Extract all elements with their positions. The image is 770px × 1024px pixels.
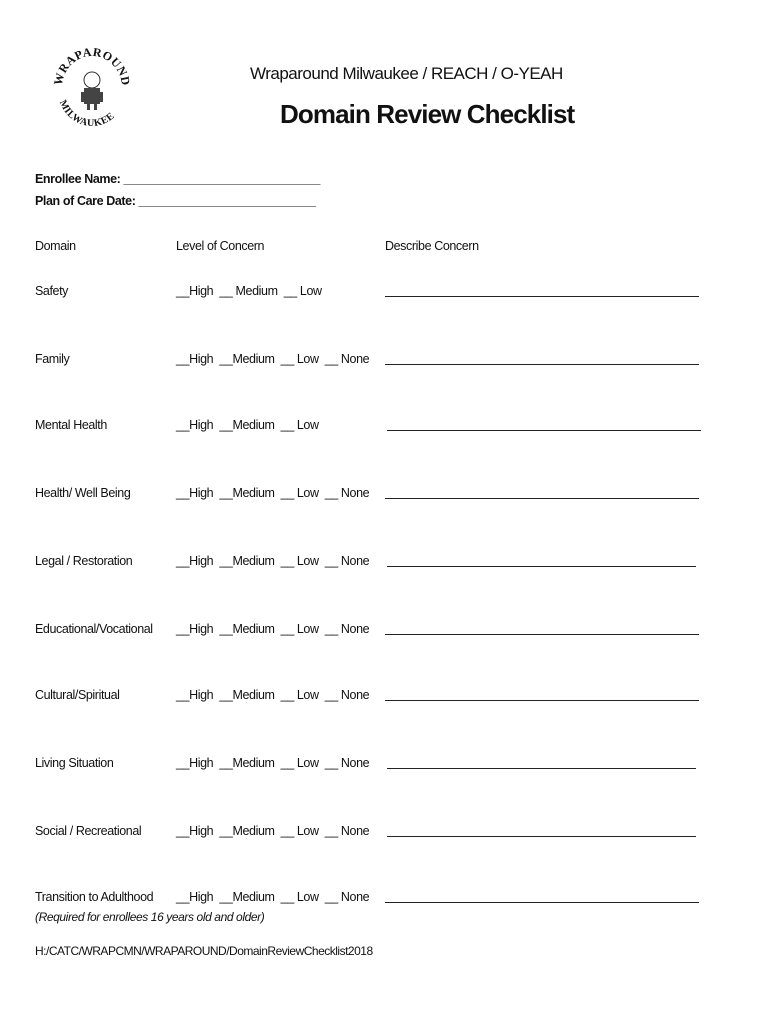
svg-text:WRAPAROUND: [52, 45, 132, 87]
describe-concern-line[interactable]: [387, 566, 696, 567]
domain-label: Social / Recreational: [35, 824, 142, 838]
level-options[interactable]: __High __Medium __ Low __ None: [176, 756, 370, 770]
describe-concern-line[interactable]: [385, 902, 699, 903]
describe-concern-line[interactable]: [385, 700, 699, 701]
describe-concern-line[interactable]: [385, 634, 699, 635]
domain-label: Educational/Vocational: [35, 622, 153, 636]
level-options[interactable]: __High __Medium __ Low __ None: [176, 622, 370, 636]
domain-label: Safety: [35, 284, 69, 298]
level-options[interactable]: __High __Medium __ Low __ None: [176, 824, 370, 838]
level-options[interactable]: __High __Medium __ Low: [176, 418, 319, 432]
logo-arc-text: WRAPAROUND: [52, 44, 132, 87]
level-options[interactable]: __High __Medium __ Low __ None: [176, 688, 370, 702]
domain-label: Cultural/Spiritual: [35, 688, 120, 702]
level-options[interactable]: __High __ Medium __ Low: [176, 284, 322, 298]
level-options[interactable]: __High __Medium __ Low __ None: [176, 554, 370, 568]
domain-label: Health/ Well Being: [35, 486, 131, 500]
logo-bottom-text: MILWAUKEE: [56, 98, 117, 130]
column-header-level-of-concern: Level of Concern: [176, 239, 265, 253]
domain-label: Living Situation: [35, 756, 114, 770]
plan-of-care-date-field[interactable]: Plan of Care Date: ___________________________: [35, 194, 316, 208]
enrollee-name-field[interactable]: Enrollee Name: ______________________________: [35, 172, 321, 186]
describe-concern-line[interactable]: [385, 498, 699, 499]
describe-concern-line[interactable]: [385, 364, 699, 365]
domain-label: Mental Health: [35, 418, 107, 432]
domain-label: Family: [35, 352, 70, 366]
wraparound-milwaukee-logo: [52, 38, 132, 136]
describe-concern-line[interactable]: [387, 768, 696, 769]
organization-name: Wraparound Milwaukee / REACH / O-YEAH: [250, 64, 563, 83]
page-title: Domain Review Checklist: [280, 99, 575, 129]
describe-concern-line[interactable]: [385, 296, 699, 297]
transition-requirement-note: (Required for enrollees 16 years old and older): [35, 910, 265, 924]
domain-label: Transition to Adulthood: [35, 890, 154, 904]
describe-concern-line[interactable]: [387, 430, 701, 431]
column-header-describe-concern: Describe Concern: [385, 239, 479, 253]
column-header-domain: Domain: [35, 239, 76, 253]
level-options[interactable]: __High __Medium __ Low __ None: [176, 890, 370, 904]
domain-label: Legal / Restoration: [35, 554, 133, 568]
file-path-footer: H:/CATC/WRAPCMN/WRAPAROUND/DomainReviewChecklist2018: [35, 944, 373, 958]
level-options[interactable]: __High __Medium __ Low __ None: [176, 486, 370, 500]
level-options[interactable]: __High __Medium __ Low __ None: [176, 352, 370, 366]
describe-concern-line[interactable]: [387, 836, 696, 837]
